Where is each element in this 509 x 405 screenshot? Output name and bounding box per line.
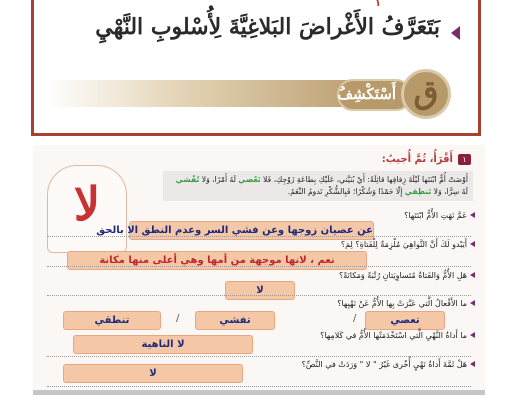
reading-passage bbox=[163, 171, 473, 201]
passage-text: أَوْصَتْ أُمٌّ ابْنَتَها لَيْلَةَ زِفافِها قائِلَةً: أَيْ بُنَيَّتي، عَلَيْكِ بِطاعَةِ زَوْجِكِ، فَلا bbox=[260, 175, 468, 184]
exercise-title: أَقْرَأُ، ثُمَّ أُجيبُ: bbox=[381, 154, 453, 165]
question-3: هَلِ الأُمُّ وَالفَتاةُ مُتَساوِيَتانِ رُتْبَةً وَمَكانَةً؟ bbox=[339, 271, 475, 280]
title-arrow-icon bbox=[451, 26, 460, 40]
answer-box-3[interactable]: لا bbox=[225, 281, 295, 300]
separator: / bbox=[176, 313, 180, 324]
answer-line bbox=[47, 356, 471, 357]
answer-box-5[interactable]: لا الناهية bbox=[73, 335, 253, 354]
exercise-number: ١ bbox=[458, 154, 471, 165]
question-5: ما أَداةُ النَّهْيِ الَّتي اسْتَخْدَمَتْها الأُمُّ في كَلامِها؟ bbox=[320, 331, 475, 340]
passage-text: لَهُ أَمْرًا، وَلا bbox=[199, 175, 239, 184]
section-letter-icon: ق bbox=[413, 73, 439, 111]
separator: / bbox=[353, 313, 357, 324]
question-4: ما الأَفْعالُ الَّتي عَبَّرَتْ بِها الأُمُّ عَنْ نَهْيِها؟ bbox=[337, 299, 475, 308]
answer-line bbox=[47, 236, 471, 237]
lesson-header-panel bbox=[31, 0, 481, 136]
answer-box-6[interactable]: لا bbox=[63, 364, 243, 383]
passage-text: إِلّا حَمْدًا وَشُكْرًا؛ فَبِالشُّكْرِ تَدومُ النِّعَمُ. bbox=[287, 187, 405, 196]
page-marker: ١ bbox=[374, 0, 381, 9]
passage-text: لَهُ سِرًّا، وَلا bbox=[431, 187, 468, 196]
question-6: هَلْ ثَمَّةَ أَداةُ نَهْيٍ أُخْرى غَيْرُ " لا " وَرَدَتْ في النَّصِّ؟ bbox=[302, 360, 475, 369]
answer-box-4c[interactable]: تنطقي bbox=[63, 311, 161, 330]
passage-highlight: تَعْصي bbox=[238, 175, 261, 184]
answer-line bbox=[47, 295, 471, 296]
answer-line bbox=[47, 386, 471, 387]
exercise-header bbox=[382, 154, 471, 165]
section-label: أَسْتَكْشِفُ bbox=[337, 85, 396, 103]
question-1: عَمَّ نَهَتِ الأُمُّ ابْنَتَها؟ bbox=[404, 211, 475, 220]
lesson-title: بَتَعَرَّفُ الأَغْراضَ البَلاغِيَّةَ لِأُسْلوبِ النَّهْيِ bbox=[95, 14, 440, 40]
answer-box-4a[interactable]: تعصي bbox=[365, 311, 445, 330]
question-2: أَيَبْدو لَكَ أَنَّ النَّواهِيَ مُلْزِمَةٌ لِلْفَتاةِ؟ لِمَ؟ bbox=[341, 240, 475, 249]
answer-box-2[interactable]: نعم ، لانها موجهة من أمها وهي أعلى منها مكانة bbox=[67, 251, 367, 270]
answer-line bbox=[47, 266, 471, 267]
worksheet bbox=[33, 145, 485, 395]
decor-la-letter: لا bbox=[73, 177, 101, 231]
passage-highlight: تَنطِقي bbox=[404, 187, 432, 196]
answer-box-4b[interactable]: تفشي bbox=[195, 311, 275, 330]
section-banner bbox=[46, 80, 381, 107]
answer-box-1[interactable]: عن عصيان زوجها وعن فشي السر وعدم النطق الا بالحق bbox=[129, 221, 374, 240]
passage-highlight: تُفْشي bbox=[175, 175, 200, 184]
